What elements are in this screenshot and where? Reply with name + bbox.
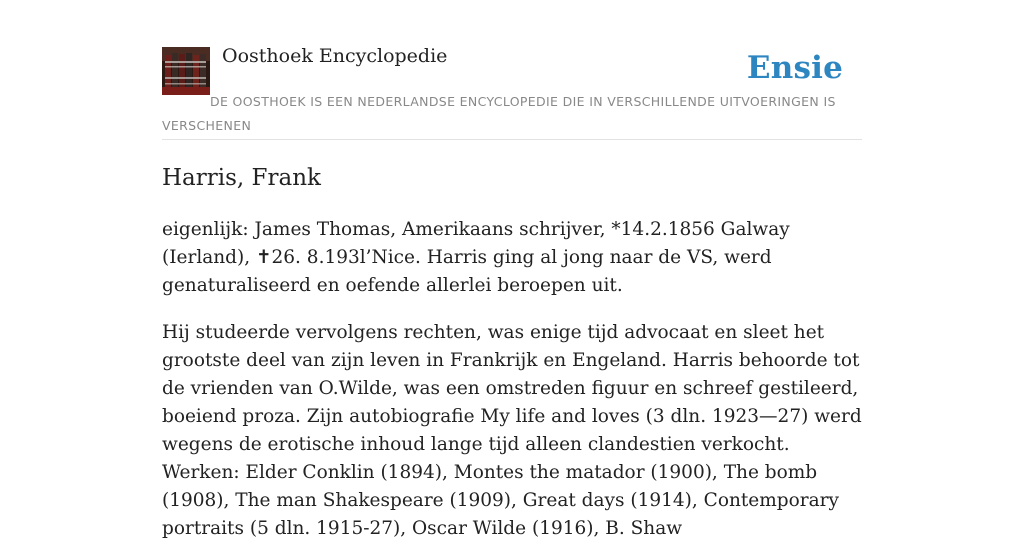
article-title: Harris, Frank (162, 165, 321, 191)
article-page (162, 0, 862, 539)
header-divider (162, 139, 862, 140)
source-name-link[interactable]: Oosthoek Encyclopedie (222, 45, 448, 67)
book-spines-avatar-icon[interactable] (162, 47, 210, 95)
article-paragraph-1: eigenlijk: James Thomas, Amerikaans schrijver, *14.2.1856 Galway (Ierland), ✝26. 8.193l’Nice. Harris ging al jong naar de VS, werd genaturaliseerd en oefende allerlei beroepen uit. (162, 219, 790, 296)
article-paragraph-2: Hij studeerde vervolgens rechten, was enige tijd advocaat en sleet het grootste deel van zijn leven in Frankrijk en Engeland. Harris behoorde tot de vrienden van O.Wilde, was een omstreden figuur en schreef gestileerd, boeiend proza. Zijn autobiografie My life and loves (3 dln. 1923—27) werd wegens de erotische inhoud lange tijd alleen clandestien verkocht. Werken: Elder Conklin (1894), Montes the matador (1900), The bomb (1908), The man Shakespeare (1909), Great days (1914), Contemporary portraits (5 dln. 1915-27), Oscar Wilde (1916), B. Shaw (162, 322, 862, 539)
ensie-logo[interactable]: Ensie (746, 50, 843, 86)
source-description: DE OOSTHOEK IS EEN NEDERLANDSE ENCYCLOPEDIE DIE IN VERSCHILLENDE UITVOERINGEN IS VERSCHENEN (162, 94, 836, 133)
